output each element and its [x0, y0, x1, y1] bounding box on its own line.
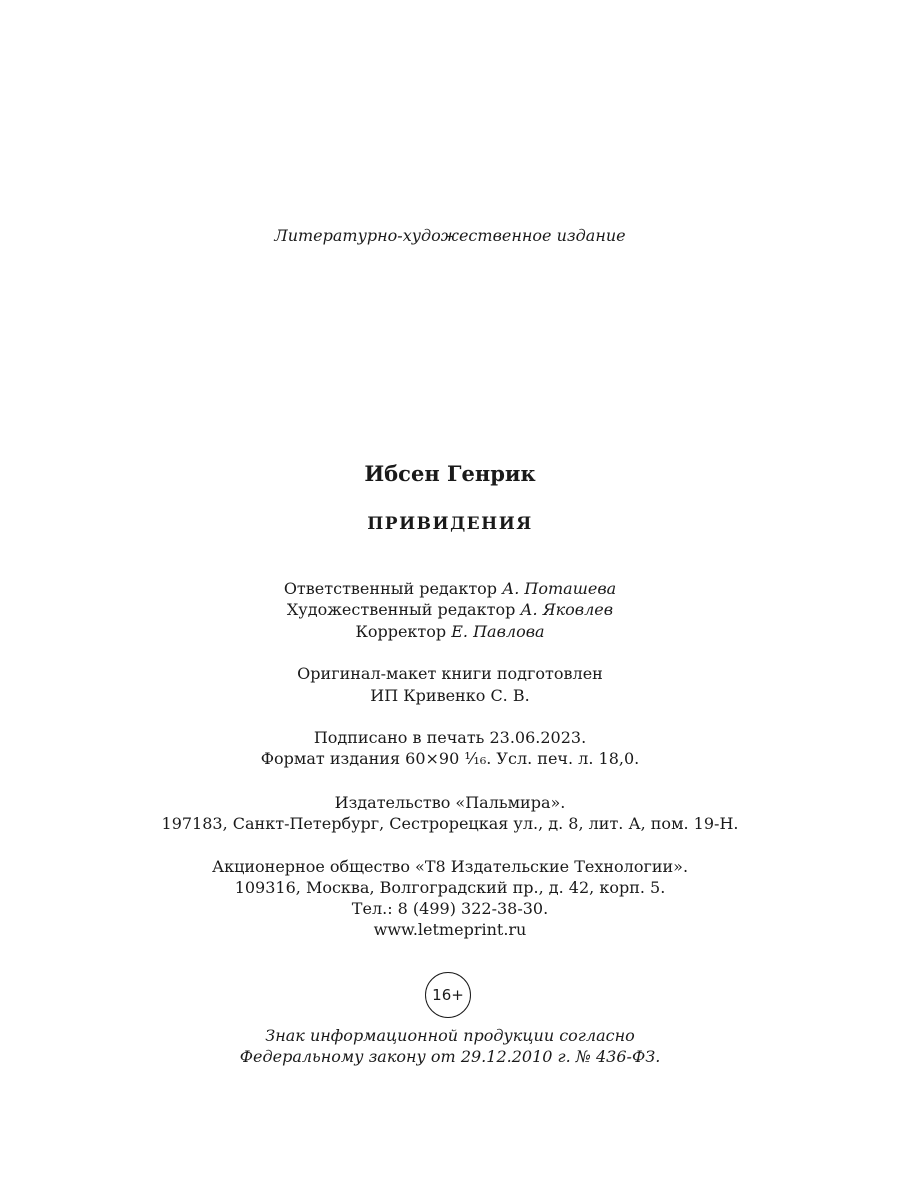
- layout-note-line1: Оригинал-макет книги подготовлен: [297, 664, 603, 683]
- publisher-name: Издательство «Пальмира».: [334, 793, 566, 812]
- signed-to-print: Подписано в печать 23.06.2023.: [313, 728, 587, 747]
- art-editor-line: [0, 599, 900, 621]
- responsible-editor-line: [0, 578, 900, 600]
- printer-address: 109316, Москва, Волгоградский пр., д. 42, корп. 5.: [234, 878, 666, 897]
- law-note-line2: Федеральному закону от 29.12.2010 г. № 436-ФЗ.: [239, 1047, 661, 1066]
- publisher-address: 197183, Санкт-Петербург, Сестрорецкая ул., д. 8, лит. А, пом. 19-Н.: [161, 814, 739, 833]
- printer-website: www.letmeprint.ru: [373, 920, 527, 939]
- art-editor-name: А. Яковлев: [520, 600, 614, 619]
- proofreader-line: [0, 621, 900, 643]
- law-note-line1: Знак информационной продукции согласно: [265, 1026, 635, 1045]
- responsible-editor-name: А. Поташева: [502, 579, 617, 598]
- proofreader-name: Е. Павлова: [451, 622, 545, 641]
- book-title: ПРИВИДЕНИЯ: [367, 514, 533, 534]
- age-rating-badge: 16+: [425, 972, 471, 1018]
- responsible-editor-label: Ответственный редактор: [283, 579, 503, 598]
- layout-note-line2: ИП Кривенко С. В.: [370, 686, 530, 705]
- author-name: Ибсен Генрик: [364, 461, 536, 486]
- proofreader-label: Корректор: [355, 622, 452, 641]
- edition-type: Литературно-художественное издание: [274, 226, 626, 245]
- printer-phone: Тел.: 8 (499) 322-38-30.: [351, 899, 549, 918]
- edition-format: Формат издания 60×90 ¹⁄₁₆. Усл. печ. л. 18,0.: [260, 749, 640, 768]
- printer-name: Акционерное общество «Т8 Издательские Технологии».: [211, 857, 689, 876]
- art-editor-label: Художественный редактор: [286, 600, 521, 619]
